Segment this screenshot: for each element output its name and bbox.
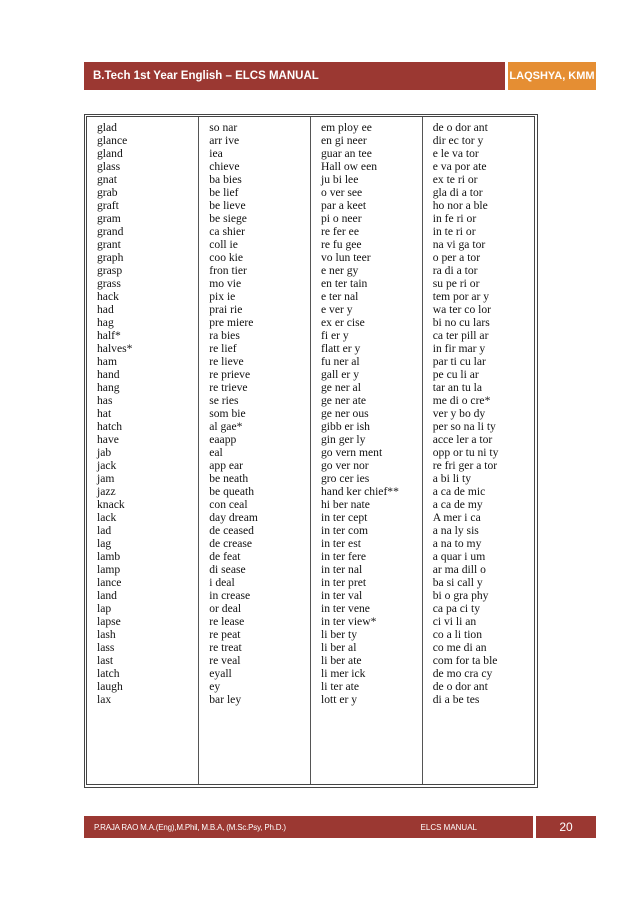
list-item: jazz	[97, 485, 116, 498]
list-item: de o dor ant	[432, 680, 488, 693]
list-item: ex te ri or	[432, 173, 478, 186]
list-item: em ploy ee	[321, 121, 372, 134]
list-item: co me di an	[432, 641, 487, 654]
list-item: con ceal	[209, 498, 248, 511]
list-item: re lease	[209, 615, 245, 628]
list-item: in ter cept	[321, 511, 368, 524]
list-item: hat	[97, 407, 112, 420]
list-item: arr ive	[209, 134, 240, 147]
list-item: prai rie	[209, 303, 243, 316]
list-item: gibb er ish	[321, 420, 370, 433]
list-item: ca ter pill ar	[432, 329, 489, 342]
list-item: pi o neer	[321, 212, 362, 225]
list-item: ge ner ous	[321, 407, 369, 420]
list-item: i deal	[209, 576, 235, 589]
list-item: gla di a tor	[432, 186, 483, 199]
list-item: gall er y	[321, 368, 359, 381]
list-item: ba si call y	[432, 576, 483, 589]
list-item: lax	[97, 693, 112, 706]
list-item: ex er cise	[321, 316, 365, 329]
list-item: eyall	[209, 667, 232, 680]
page-footer	[84, 816, 596, 838]
list-item: lapse	[97, 615, 121, 628]
list-item: hand ker chief**	[321, 485, 399, 498]
list-item: a bi li ty	[432, 472, 472, 485]
list-item: acce ler a tor	[432, 433, 493, 446]
list-item: flatt er y	[321, 342, 361, 355]
list-item: so nar	[209, 121, 238, 134]
list-item: li mer ick	[321, 667, 366, 680]
list-item: ham	[97, 355, 117, 368]
list-item: e le va tor	[432, 147, 479, 160]
list-item: hi ber nate	[321, 498, 370, 511]
list-item: laugh	[97, 680, 123, 693]
list-item: opp or tu ni ty	[432, 446, 499, 459]
list-item: eal	[209, 446, 223, 459]
list-item: en ter tain	[321, 277, 368, 290]
list-item: gland	[97, 147, 123, 160]
list-item: in ter nal	[321, 563, 363, 576]
list-item: tem por ar y	[432, 290, 490, 303]
list-item: in te ri or	[432, 225, 476, 238]
list-item: gro cer ies	[321, 472, 370, 485]
list-item: glad	[97, 121, 117, 134]
list-item: ca pa ci ty	[432, 602, 481, 615]
list-item: re fer ee	[321, 225, 359, 238]
list-item: lash	[97, 628, 116, 641]
list-item: graph	[97, 251, 124, 264]
list-item: a quar i um	[432, 550, 486, 563]
word-column-3	[311, 117, 423, 784]
list-item: al gae*	[209, 420, 243, 433]
list-item: ge ner al	[321, 381, 361, 394]
list-item: li ber ate	[321, 654, 362, 667]
list-item: lamb	[97, 550, 121, 563]
list-item: per so na li ty	[432, 420, 496, 433]
list-item: me di o cre*	[432, 394, 491, 407]
list-item: bar ley	[209, 693, 242, 706]
list-item: su pe ri or	[432, 277, 480, 290]
list-item: en gi neer	[321, 134, 367, 147]
list-item: ho nor a ble	[432, 199, 488, 212]
list-item: grand	[97, 225, 124, 238]
list-item: ey	[209, 680, 221, 693]
list-item: se ries	[209, 394, 239, 407]
list-item: re prieve	[209, 368, 251, 381]
list-item: last	[97, 654, 114, 667]
list-item: iea	[209, 147, 223, 160]
list-item: re trieve	[209, 381, 248, 394]
list-item: e ter nal	[321, 290, 359, 303]
list-item: latch	[97, 667, 120, 680]
word-table-grid	[87, 117, 534, 784]
list-item: lack	[97, 511, 117, 524]
list-item: grab	[97, 186, 118, 199]
list-item: coll ie	[209, 238, 238, 251]
list-item: in fir mar y	[432, 342, 486, 355]
list-item: grant	[97, 238, 121, 251]
list-item: lamp	[97, 563, 121, 576]
list-item: half*	[97, 329, 121, 342]
list-item: coo kie	[209, 251, 244, 264]
list-item: a na ly sis	[432, 524, 479, 537]
list-item: grass	[97, 277, 121, 290]
list-item: ar ma dill o	[432, 563, 486, 576]
list-item: de mo cra cy	[432, 667, 493, 680]
list-item: ca shier	[209, 225, 245, 238]
list-item: glass	[97, 160, 121, 173]
list-item: pe cu li ar	[432, 368, 479, 381]
footer-author: P.RAJA RAO M.A.(Eng),M.Phil, M.B.A, (M.Sc.Psy, Ph.D.)	[94, 822, 286, 832]
list-item: A mer i ca	[432, 511, 481, 524]
list-item: a na to my	[432, 537, 482, 550]
list-item: par ti cu lar	[432, 355, 486, 368]
list-item: hatch	[97, 420, 123, 433]
list-item: co a li tion	[432, 628, 483, 641]
list-item: bi no cu lars	[432, 316, 490, 329]
list-item: be lief	[209, 186, 239, 199]
list-item: ju bi lee	[321, 173, 359, 186]
list-item: pix ie	[209, 290, 236, 303]
list-item: re lieve	[209, 355, 244, 368]
list-item: knack	[97, 498, 125, 511]
list-item: lag	[97, 537, 112, 550]
footer-manual-label: ELCS MANUAL	[420, 822, 477, 832]
word-list	[321, 121, 422, 706]
list-item: hack	[97, 290, 119, 303]
list-item: lap	[97, 602, 112, 615]
list-item: lott er y	[321, 693, 358, 706]
list-item: de ceased	[209, 524, 254, 537]
list-item: bi o gra phy	[432, 589, 489, 602]
list-item: re fu gee	[321, 238, 362, 251]
list-item: jack	[97, 459, 117, 472]
list-item: hand	[97, 368, 120, 381]
list-item: di sease	[209, 563, 246, 576]
list-item: Hall ow een	[321, 160, 378, 173]
list-item: in ter view*	[321, 615, 377, 628]
list-item: e ner gy	[321, 264, 359, 277]
list-item: re fri ger a tor	[432, 459, 498, 472]
list-item: ra bies	[209, 329, 240, 342]
list-item: de feat	[209, 550, 241, 563]
list-item: have	[97, 433, 119, 446]
list-item: has	[97, 394, 113, 407]
list-item: in crease	[209, 589, 251, 602]
list-item: ver y bo dy	[432, 407, 486, 420]
list-item: in ter com	[321, 524, 369, 537]
list-item: gram	[97, 212, 121, 225]
list-item: hag	[97, 316, 114, 329]
list-item: be lieve	[209, 199, 246, 212]
word-column-2	[199, 117, 311, 784]
list-item: o per a tor	[432, 251, 481, 264]
list-item: ra di a tor	[432, 264, 478, 277]
list-item: be neath	[209, 472, 249, 485]
list-item: na vi ga tor	[432, 238, 486, 251]
list-item: fu ner al	[321, 355, 360, 368]
list-item: pre miere	[209, 316, 254, 329]
list-item: land	[97, 589, 117, 602]
list-item: o ver see	[321, 186, 363, 199]
header-side-label: LAQSHYA, KMM	[508, 62, 596, 90]
list-item: grasp	[97, 264, 123, 277]
list-item: had	[97, 303, 114, 316]
list-item: lad	[97, 524, 112, 537]
list-item: mo vie	[209, 277, 242, 290]
page-header	[84, 62, 596, 90]
word-column-4	[422, 117, 534, 784]
list-item: som bie	[209, 407, 246, 420]
list-item: com for ta ble	[432, 654, 498, 667]
list-item: tar an tu la	[432, 381, 483, 394]
list-item: re treat	[209, 641, 242, 654]
list-item: be siege	[209, 212, 247, 225]
list-item: chieve	[209, 160, 240, 173]
word-column-1	[87, 117, 199, 784]
list-item: par a keet	[321, 199, 367, 212]
list-item: graft	[97, 199, 119, 212]
list-item: in ter vene	[321, 602, 370, 615]
word-table	[84, 114, 538, 788]
list-item: fi er y	[321, 329, 349, 342]
word-list	[209, 121, 310, 706]
word-list	[433, 121, 534, 706]
list-item: gin ger ly	[321, 433, 366, 446]
list-item: or deal	[209, 602, 242, 615]
header-title: B.Tech 1st Year English – ELCS MANUAL	[84, 62, 505, 90]
list-item: lass	[97, 641, 115, 654]
list-item: re veal	[209, 654, 241, 667]
list-item: a ca de mic	[432, 485, 486, 498]
list-item: halves*	[97, 342, 133, 355]
list-item: gnat	[97, 173, 117, 186]
list-item: de o dor ant	[432, 121, 488, 134]
list-item: li ber al	[321, 641, 357, 654]
list-item: jab	[97, 446, 112, 459]
list-item: fron tier	[209, 264, 247, 277]
list-item: a ca de my	[432, 498, 483, 511]
list-item: ge ner ate	[321, 394, 367, 407]
list-item: in ter est	[321, 537, 361, 550]
list-item: li ter ate	[321, 680, 359, 693]
list-item: di a be tes	[432, 693, 480, 706]
list-item: vo lun teer	[321, 251, 371, 264]
word-list	[97, 121, 198, 706]
list-item: wa ter co lor	[432, 303, 492, 316]
list-item: li ber ty	[321, 628, 358, 641]
table-row	[87, 117, 534, 784]
list-item: e va por ate	[432, 160, 487, 173]
list-item: e ver y	[321, 303, 353, 316]
list-item: lance	[97, 576, 122, 589]
list-item: day dream	[209, 511, 258, 524]
list-item: ba bies	[209, 173, 242, 186]
list-item: in ter fere	[321, 550, 367, 563]
list-item: hang	[97, 381, 120, 394]
list-item: de crease	[209, 537, 253, 550]
list-item: glance	[97, 134, 128, 147]
list-item: in fe ri or	[432, 212, 477, 225]
list-item: be queath	[209, 485, 254, 498]
list-item: eaapp	[209, 433, 237, 446]
list-item: go vern ment	[321, 446, 383, 459]
list-item: ci vi li an	[432, 615, 477, 628]
footer-bar	[84, 816, 533, 838]
list-item: re peat	[209, 628, 241, 641]
list-item: re lief	[209, 342, 237, 355]
list-item: go ver nor	[321, 459, 369, 472]
list-item: guar an tee	[321, 147, 372, 160]
list-item: jam	[97, 472, 115, 485]
page-number: 20	[536, 816, 596, 838]
list-item: app ear	[209, 459, 244, 472]
list-item: in ter val	[321, 589, 363, 602]
list-item: in ter pret	[321, 576, 367, 589]
list-item: dir ec tor y	[432, 134, 484, 147]
